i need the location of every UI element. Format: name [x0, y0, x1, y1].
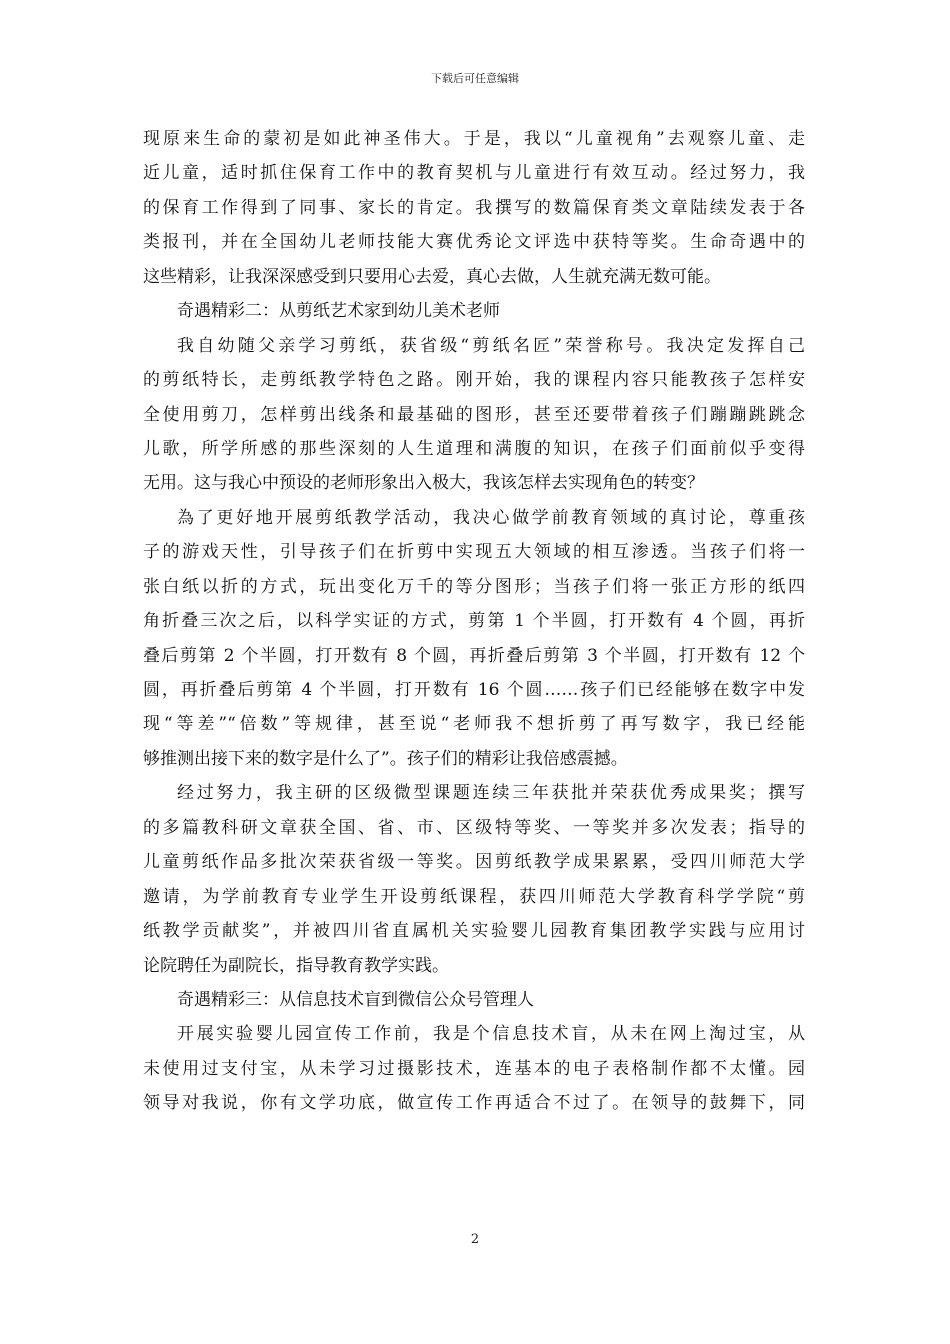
paragraph-first-line: 為了更好地开展剪纸教学活动，我决心做学前教育领域的真讨论，尊重孩 [177, 507, 805, 528]
text-line: 子的游戏天性，引导孩子们在折剪中实现五大领域的相互渗透。当孩子们将一 [143, 542, 805, 563]
paragraph-first-line: 开展实验婴儿园宣传工作前，我是个信息技术盲，从未在网上淘过宝，从 [177, 1024, 805, 1045]
text-line: 叠后剪第 2 个半圆，打开数有 8 个圆，再折叠后剪第 3 个半圆，打开数有 12 个 [143, 645, 805, 666]
body-text [143, 122, 805, 1121]
text-line: 纸教学贡献奖”，并被四川省直属机关实验婴儿园教育集团教学实践与应用讨 [143, 921, 805, 942]
text-line: 的保育工作得到了同事、家长的肯定。我撰写的数篇保育类文章陆续发表于各 [143, 197, 805, 218]
text-line: 无用。这与我心中预设的老师形象出入极大，我该怎样去实现角色的转变？ [143, 473, 704, 494]
text-line: 近儿童，适时抓住保育工作中的教育契机与儿童进行有效互动。经过努力，我 [143, 163, 805, 184]
text-line: 现“等差”“倍数”等规律，甚至说“老师我不想折剪了再写数字，我已经能 [143, 714, 805, 735]
text-line: 论院聘任为副院长，指导教育教学实践。 [143, 955, 449, 976]
text-line: 未使用过支付宝，从未学习过摄影技术，连基本的电子表格制作都不太懂。园 [143, 1058, 805, 1079]
text-line: 全使用剪刀，怎样剪出线条和最基础的图形，甚至还要带着孩子们蹦蹦跳跳念 [143, 404, 805, 425]
text-line: 儿童剪纸作品多批次荣获省级一等奖。因剪纸教学成果累累，受四川师范大学 [143, 852, 805, 873]
page-header: 下载后可任意编辑 [431, 72, 519, 85]
text-line: 角折叠三次之后，以科学实证的方式，剪第 1 个半圆，打开数有 4 个圆，再折 [143, 611, 805, 632]
paragraph-first-line: 经过努力，我主研的区级微型课题连续三年获批并荣获优秀成果奖；撰写 [177, 783, 805, 804]
text-line: 的剪纸特长，走剪纸教学特色之路。刚开始，我的课程内容只能教孩子怎样安 [143, 370, 805, 391]
text-line: 邀请，为学前教育专业学生开设剪纸课程，获四川师范大学教育科学学院“剪 [143, 886, 805, 907]
text-line: 的多篇教科研文章获全国、省、市、区级特等奖、一等奖并多次发表；指导的 [143, 817, 805, 838]
text-line: 这些精彩，让我深深感受到只要用心去爱，真心去做，人生就充满无数可能。 [143, 266, 721, 287]
section-heading: 奇遇精彩三：从信息技术盲到微信公众号管理人 [177, 989, 534, 1010]
text-line: 张白纸以折的方式，玩出变化万千的等分图形；当孩子们将一张正方形的纸四 [143, 576, 805, 597]
paragraph-first-line: 我自幼随父亲学习剪纸，获省级“剪纸名匠”荣誉称号。我决定发挥自己 [177, 335, 805, 356]
text-line: 现原来生命的蒙初是如此神圣伟大。于是，我以“儿童视角”去观察儿童、走 [143, 129, 805, 149]
text-line: 领导对我说，你有文学功底，做宣传工作再适合不过了。在领导的鼓舞下，同 [143, 1093, 805, 1114]
text-line: 够推测出接下来的数字是什么了”。孩子们的精彩让我倍感震撼。 [143, 748, 628, 769]
section-heading: 奇遇精彩二：从剪纸艺术家到幼儿美术老师 [177, 301, 500, 322]
page-number: 2 [470, 1232, 480, 1247]
text-line: 儿歌，所学所感的那些深刻的人生道理和满腹的知识，在孩子们面前似乎变得 [143, 438, 805, 459]
text-line: 类报刊，并在全国幼儿老师技能大赛优秀论文评选中获特等奖。生命奇遇中的 [143, 232, 805, 253]
text-line: 圆，再折叠后剪第 4 个半圆，打开数有 16 个圆……孩子们已经能够在数字中发 [143, 680, 805, 700]
